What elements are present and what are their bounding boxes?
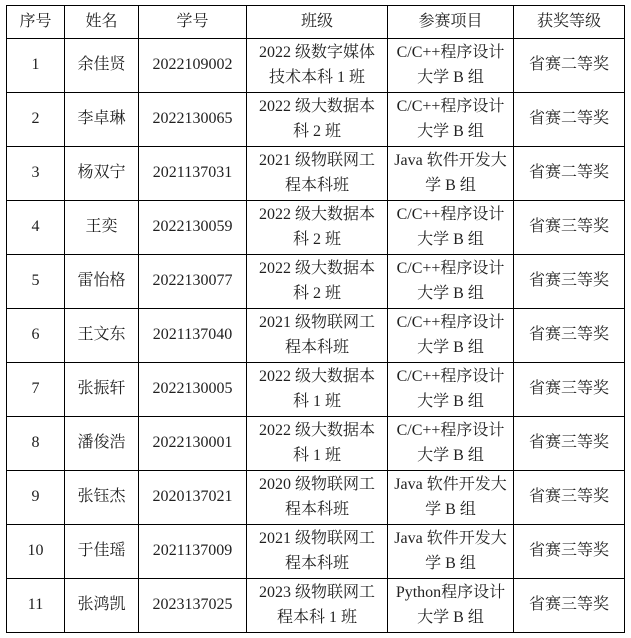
cell-student-id: 2023137025 [139,579,247,633]
cell-class: 2022 级大数据本科 2 班 [247,201,388,255]
cell-class: 2020 级物联网工程本科班 [247,471,388,525]
cell-award-level: 省赛三等奖 [514,309,625,363]
cell-name: 李卓琳 [65,93,139,147]
cell-award-level: 省赛三等奖 [514,363,625,417]
cell-student-id: 2021137031 [139,147,247,201]
cell-award-level: 省赛三等奖 [514,579,625,633]
cell-student-id: 2022130005 [139,363,247,417]
cell-serial-number: 3 [7,147,65,201]
cell-name: 杨双宁 [65,147,139,201]
table-row [7,201,625,255]
header-name: 姓名 [65,6,139,39]
cell-name: 王奕 [65,201,139,255]
table-row [7,93,625,147]
table-body [7,39,625,633]
cell-award-level: 省赛三等奖 [514,255,625,309]
table-row [7,363,625,417]
cell-name: 王文东 [65,309,139,363]
cell-student-id: 2022130059 [139,201,247,255]
cell-class: 2022 级大数据本科 1 班 [247,363,388,417]
cell-serial-number: 8 [7,417,65,471]
cell-serial-number: 7 [7,363,65,417]
cell-name: 于佳瑶 [65,525,139,579]
table-row [7,417,625,471]
cell-serial-number: 11 [7,579,65,633]
header-student-id: 学号 [139,6,247,39]
cell-serial-number: 9 [7,471,65,525]
cell-project: C/C++程序设计大学 B 组 [388,309,514,363]
cell-class: 2021 级物联网工程本科班 [247,309,388,363]
table-row [7,255,625,309]
header-award-level: 获奖等级 [514,6,625,39]
cell-award-level: 省赛三等奖 [514,201,625,255]
cell-student-id: 2022130077 [139,255,247,309]
cell-name: 雷怡格 [65,255,139,309]
cell-project: C/C++程序设计大学 B 组 [388,255,514,309]
table-row [7,471,625,525]
cell-name: 张钰杰 [65,471,139,525]
cell-student-id: 2021137040 [139,309,247,363]
header-class: 班级 [247,6,388,39]
awards-table [6,5,625,633]
cell-project: C/C++程序设计大学 B 组 [388,201,514,255]
cell-class: 2022 级大数据本科 2 班 [247,255,388,309]
cell-project: C/C++程序设计大学 B 组 [388,363,514,417]
cell-project: Java 软件开发大学 B 组 [388,471,514,525]
header-project: 参赛项目 [388,6,514,39]
cell-serial-number: 10 [7,525,65,579]
cell-project: Java 软件开发大学 B 组 [388,525,514,579]
cell-project: C/C++程序设计大学 B 组 [388,417,514,471]
cell-student-id: 2021137009 [139,525,247,579]
cell-name: 张鸿凯 [65,579,139,633]
cell-class: 2022 级大数据本科 2 班 [247,93,388,147]
cell-student-id: 2022109002 [139,39,247,93]
table-row [7,309,625,363]
cell-serial-number: 6 [7,309,65,363]
cell-name: 张振轩 [65,363,139,417]
cell-serial-number: 2 [7,93,65,147]
cell-name: 余佳贤 [65,39,139,93]
cell-class: 2023 级物联网工程本科 1 班 [247,579,388,633]
table-row [7,39,625,93]
cell-student-id: 2020137021 [139,471,247,525]
cell-name: 潘俊浩 [65,417,139,471]
cell-award-level: 省赛二等奖 [514,147,625,201]
cell-serial-number: 4 [7,201,65,255]
cell-project: C/C++程序设计大学 B 组 [388,93,514,147]
cell-serial-number: 5 [7,255,65,309]
cell-award-level: 省赛三等奖 [514,417,625,471]
cell-student-id: 2022130001 [139,417,247,471]
cell-award-level: 省赛三等奖 [514,525,625,579]
cell-student-id: 2022130065 [139,93,247,147]
header-row [7,6,625,39]
header-serial-number: 序号 [7,6,65,39]
cell-award-level: 省赛三等奖 [514,471,625,525]
cell-class: 2022 级大数据本科 1 班 [247,417,388,471]
cell-project: C/C++程序设计大学 B 组 [388,39,514,93]
cell-project: Python程序设计大学 B 组 [388,579,514,633]
cell-project: Java 软件开发大学 B 组 [388,147,514,201]
cell-class: 2022 级数字媒体技术本科 1 班 [247,39,388,93]
cell-award-level: 省赛二等奖 [514,93,625,147]
table-row [7,579,625,633]
cell-serial-number: 1 [7,39,65,93]
cell-class: 2021 级物联网工程本科班 [247,147,388,201]
cell-award-level: 省赛二等奖 [514,39,625,93]
cell-class: 2021 级物联网工程本科班 [247,525,388,579]
table-row [7,147,625,201]
table-row [7,525,625,579]
